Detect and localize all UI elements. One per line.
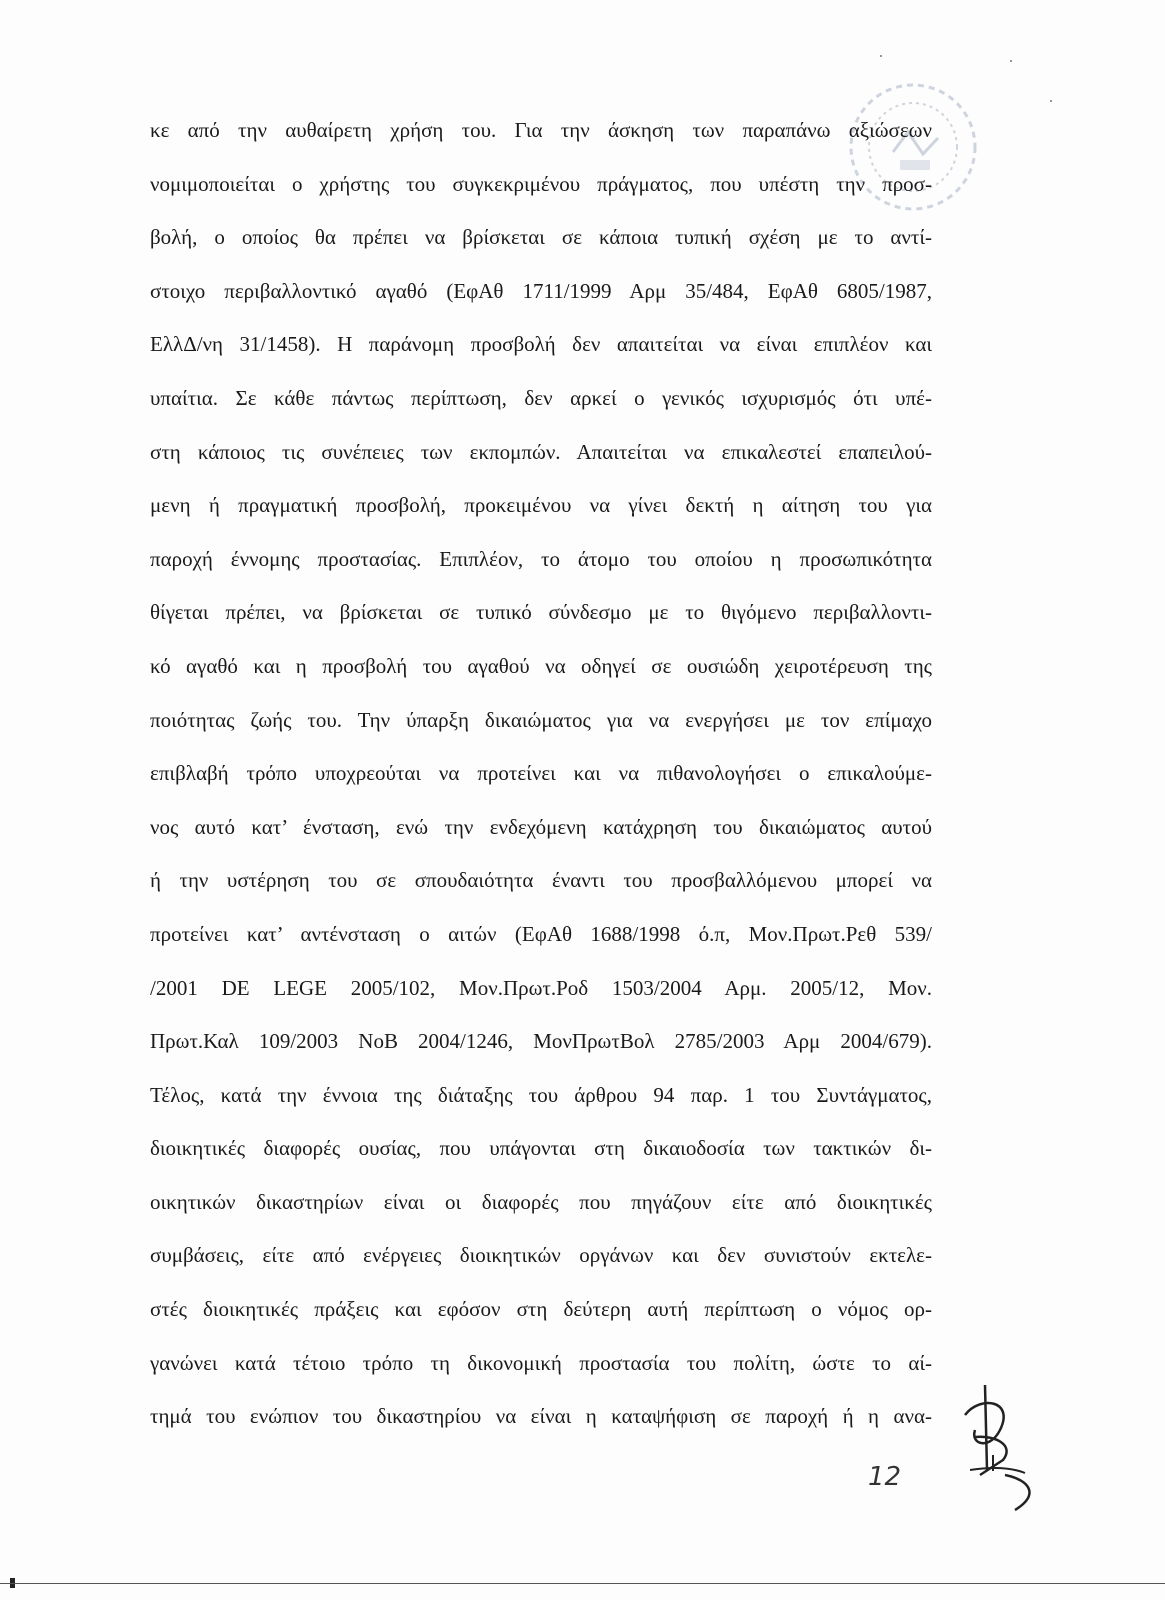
bottom-rule bbox=[0, 1583, 1165, 1584]
text-line: νος αυτό κατ’ ένσταση, ενώ την ενδεχόμενη κατάχρηση του δικαιώματος αυτού bbox=[150, 814, 932, 839]
text-line: /2001 DE LEGE 2005/102, Μον.Πρωτ.Ροδ 1503/2004 Αρμ. 2005/12, Μον. bbox=[150, 975, 932, 1000]
text-line: οικητικών δικαστηρίων είναι οι διαφορές που πηγάζουν είτε από διοικητικές bbox=[150, 1189, 932, 1214]
scan-speck bbox=[880, 55, 882, 57]
scan-speck bbox=[1050, 100, 1052, 102]
text-line: νομιμοποιείται ο χρήστης του συγκεκριμένου πράγματος, που υπέστη την προσ- bbox=[150, 171, 932, 196]
text-line: επιβλαβή τρόπο υποχρεούται να προτείνει και να πιθανολογήσει ο επικαλούμε- bbox=[150, 761, 932, 786]
text-line: παροχή έννομης προστασίας. Επιπλέον, το άτομο του οποίου η προσωπικότητα bbox=[150, 546, 932, 571]
text-line: στοιχο περιβαλλοντικό αγαθό (ΕφΑθ 1711/1999 Αρμ 35/484, ΕφΑθ 6805/1987, bbox=[150, 278, 932, 303]
text-line: γανώνει κατά τέτοιο τρόπο τη δικονομική προστασία του πολίτη, ώστε το αί- bbox=[150, 1350, 932, 1375]
text-line: βολή, ο οποίος θα πρέπει να βρίσκεται σε κάποια τυπική σχέση με το αντί- bbox=[150, 225, 932, 250]
text-line: μενη ή πραγματική προσβολή, προκειμένου να γίνει δεκτή η αίτηση του για bbox=[150, 493, 932, 518]
text-line: συμβάσεις, είτε από ενέργειες διοικητικών οργάνων και δεν συνιστούν εκτελε- bbox=[150, 1243, 932, 1268]
text-line: ή την υστέρηση του σε σπουδαιότητα έναντι του προσβαλλόμενου μπορεί να bbox=[150, 868, 932, 893]
text-line: Τέλος, κατά την έννοια της διάταξης του άρθρου 94 παρ. 1 του Συντάγματος, bbox=[150, 1082, 932, 1107]
body-text bbox=[150, 104, 932, 1444]
text-line: υπαίτια. Σε κάθε πάντως περίπτωση, δεν αρκεί ο γενικός ισχυρισμός ότι υπέ- bbox=[150, 385, 932, 410]
text-line: κε από την αυθαίρετη χρήση του. Για την άσκηση των παραπάνω αξιώσεων bbox=[150, 118, 932, 142]
text-line: προτείνει κατ’ αντένσταση ο αιτών (ΕφΑθ 1688/1998 ό.π, Μον.Πρωτ.Ρεθ 539/ bbox=[150, 921, 932, 946]
text-line: ΕλλΔ/νη 31/1458). Η παράνομη προσβολή δεν απαιτείται να είναι επιπλέον και bbox=[150, 332, 932, 357]
text-line: κό αγαθό και η προσβολή του αγαθού να οδηγεί σε ουσιώδη χειροτέρευση της bbox=[150, 653, 932, 678]
text-line: ποιότητας ζωής του. Την ύπαρξη δικαιώματος για να ενεργήσει με τον επίμαχο bbox=[150, 707, 932, 732]
text-line: θίγεται πρέπει, να βρίσκεται σε τυπικό σύνδεσμο με το θιγόμενο περιβαλλοντι- bbox=[150, 600, 932, 625]
text-line: διοικητικές διαφορές ουσίας, που υπάγονται στη δικαιοδοσία των τακτικών δι- bbox=[150, 1136, 932, 1161]
signature-icon bbox=[945, 1375, 1055, 1515]
page-number: 12 bbox=[868, 1462, 902, 1492]
text-line: στές διοικητικές πράξεις και εφόσον στη δεύτερη αυτή περίπτωση ο νόμος ορ- bbox=[150, 1297, 932, 1322]
scan-speck bbox=[1010, 60, 1012, 62]
text-line: Πρωτ.Καλ 109/2003 ΝοΒ 2004/1246, ΜονΠρωτΒολ 2785/2003 Αρμ 2004/679). bbox=[150, 1029, 932, 1054]
text-line: στη κάποιος τις συνέπειες των εκπομπών. Απαιτείται να επικαλεστεί επαπειλού- bbox=[150, 439, 932, 464]
text-line: τημά του ενώπιον του δικαστηρίου να είναι η καταψήφιση σε παροχή ή η ανα- bbox=[150, 1404, 932, 1429]
